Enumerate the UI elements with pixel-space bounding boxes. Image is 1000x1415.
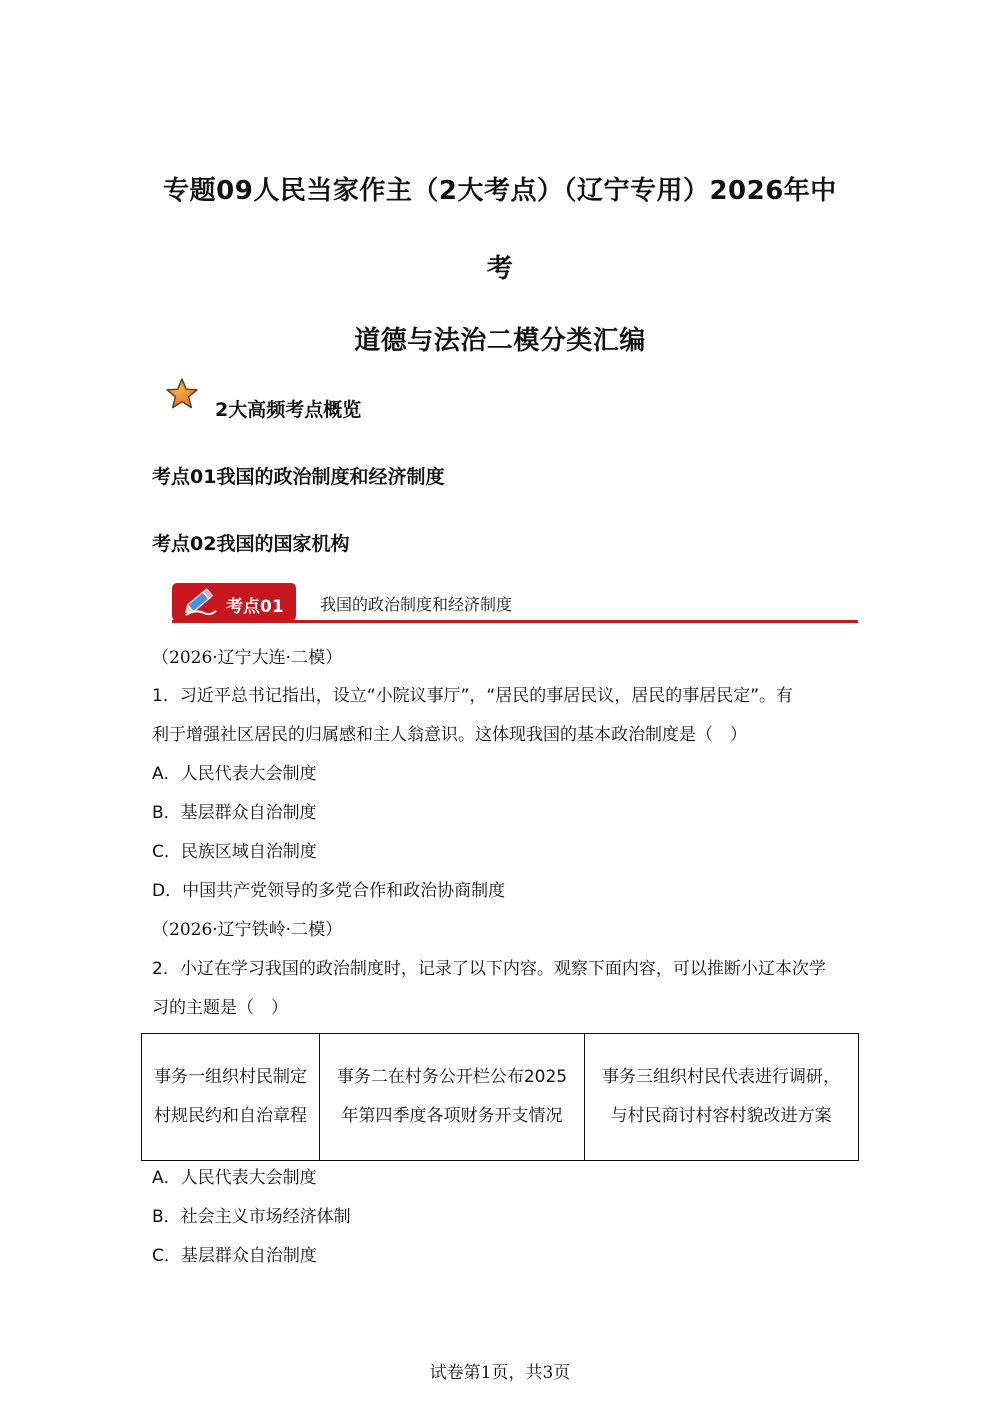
q2-table bbox=[141, 1033, 859, 1161]
q1-option-d: D．中国共产党领导的多党合作和政治协商制度 bbox=[152, 881, 506, 901]
section-badge-label: 考点01 bbox=[226, 597, 284, 617]
q1-option-c: C．民族区域自治制度 bbox=[152, 842, 317, 862]
page-footer: 试卷第1页，共3页 bbox=[429, 1363, 571, 1383]
q1-stem-line-1: 1．习近平总书记指出，设立“小院议事厅”，“居民的事居民议，居民的事居民定”。有 bbox=[152, 686, 794, 706]
overview-point-2: 考点02我国的国家机构 bbox=[152, 533, 350, 555]
q1-source: （2026·辽宁大连·二模） bbox=[152, 648, 343, 668]
q2-option-a: A．人民代表大会制度 bbox=[152, 1168, 317, 1188]
overview-point-1: 考点01我国的政治制度和经济制度 bbox=[152, 466, 445, 488]
document-subtitle: 道德与法治二模分类汇编 bbox=[354, 326, 646, 356]
overview-heading: 2大高频考点概览 bbox=[215, 399, 362, 421]
q1-option-a: A．人民代表大会制度 bbox=[152, 764, 317, 784]
star-icon bbox=[165, 377, 199, 411]
pen-icon bbox=[182, 585, 220, 619]
q1-option-b: B．基层群众自治制度 bbox=[152, 803, 317, 823]
q2-source: （2026·辽宁铁岭·二模） bbox=[152, 920, 343, 940]
document-title-line-2: 考 bbox=[486, 254, 514, 284]
section-heading: 我国的政治制度和经济制度 bbox=[320, 595, 513, 614]
section-badge bbox=[172, 583, 296, 621]
q2-stem-line-1: 2．小辽在学习我国的政治制度时，记录了以下内容。观察下面内容，可以推断小辽本次学 bbox=[152, 959, 826, 979]
document-title-line-1: 专题09人民当家作主（2大考点）（辽宁专用）2026年中 bbox=[163, 176, 837, 206]
q2-option-c: C．基层群众自治制度 bbox=[152, 1246, 317, 1266]
q2-table-cell-3: 事务三组织村民代表进行调研，与村民商讨村容村貌改进方案 bbox=[584, 1034, 857, 1160]
q2-table-cell-2: 事务二在村务公开栏公布2025年第四季度各项财务开支情况 bbox=[319, 1034, 584, 1160]
q2-table-cell-1: 事务一组织村民制定村规民约和自治章程 bbox=[154, 1067, 307, 1126]
q2-option-b: B．社会主义市场经济体制 bbox=[152, 1207, 351, 1227]
q1-stem-line-2: 利于增强社区居民的归属感和主人翁意识。这体现我国的基本政治制度是（ ） bbox=[152, 725, 747, 745]
q2-stem-line-2: 习的主题是（ ） bbox=[152, 998, 288, 1018]
